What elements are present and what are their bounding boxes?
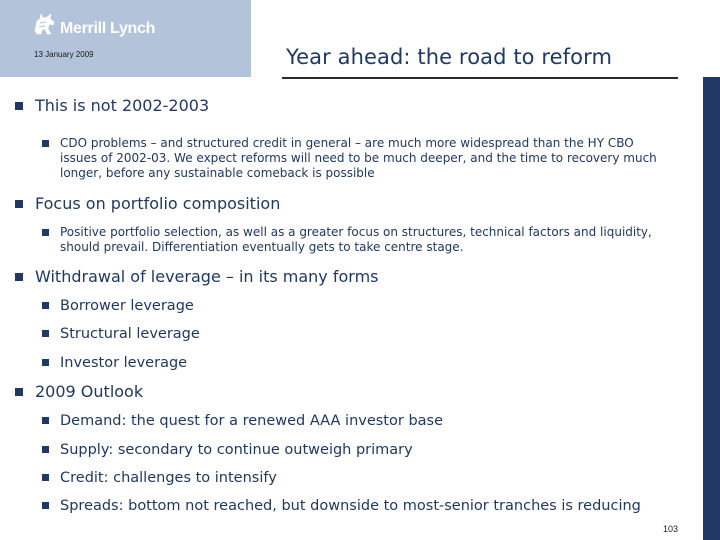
sub-bullet-text: Demand: the quest for a renewed AAA investor base: [60, 413, 444, 429]
bullet-item: [15, 382, 143, 402]
sub-bullet-item: [42, 497, 641, 515]
sub-bullet-item: [42, 469, 277, 487]
bullet-square-icon: [42, 474, 49, 481]
bullet-text: This is not 2002-2003: [35, 96, 210, 115]
bullet-square-icon: [15, 388, 23, 396]
logo-text: Merrill Lynch: [60, 20, 156, 37]
sub-bullet-text: Credit: challenges to intensify: [60, 470, 277, 486]
bullet-item: [15, 267, 379, 287]
sub-bullet-item: [42, 325, 200, 343]
bullet-item: [15, 96, 209, 116]
bullet-text: Withdrawal of leverage – in its many forms: [35, 267, 379, 286]
logo-panel: [0, 0, 251, 77]
sub-bullet-text: Borrower leverage: [60, 298, 194, 314]
bullet-square-icon: [15, 200, 23, 208]
bullet-square-icon: [42, 417, 49, 424]
title-underline: [282, 77, 678, 79]
bullet-square-icon: [15, 273, 23, 281]
sub-bullet-text: Positive portfolio selection, as well as a greater focus on structures, technical factors and liquidity, should prevail. Differentiation eventually gets to take centre stage.: [60, 225, 652, 254]
sub-bullet-item: [42, 136, 664, 181]
sub-bullet-text: Spreads: bottom not reached, but downside to most-senior tranches is reducing: [60, 498, 641, 514]
slide-title: Year ahead: the road to reform: [286, 45, 613, 69]
bullet-square-icon: [42, 330, 49, 337]
sub-bullet-item: [42, 441, 413, 459]
sub-bullet-item: [42, 412, 443, 430]
sub-bullet-text: CDO problems – and structured credit in general – are much more widespread than the HY CBO issues of 2002-03. We expect reforms will need to be much deeper, and the time to recovery much longer, before any sustainable comeback is possible: [60, 136, 657, 180]
bullet-square-icon: [42, 359, 49, 366]
bullet-text: Focus on portfolio composition: [35, 194, 281, 213]
sub-bullet-item: [42, 297, 194, 315]
bullet-item: [15, 194, 280, 214]
bullet-square-icon: [42, 229, 49, 236]
sub-bullet-text: Structural leverage: [60, 326, 200, 342]
sub-bullet-text: Supply: secondary to continue outweigh primary: [60, 442, 413, 458]
side-accent-bar: [703, 77, 720, 540]
sub-bullet-item: [42, 225, 664, 255]
report-date: 13 January 2009: [34, 50, 94, 59]
bullet-text: 2009 Outlook: [35, 382, 144, 401]
bullet-square-icon: [42, 140, 49, 147]
page-number: 103: [663, 524, 679, 534]
bullet-square-icon: [42, 302, 49, 309]
bullet-square-icon: [42, 502, 49, 509]
sub-bullet-text: Investor leverage: [60, 355, 188, 371]
bull-logo-icon: [32, 11, 58, 37]
bullet-square-icon: [15, 102, 23, 110]
sub-bullet-item: [42, 354, 187, 372]
bullet-square-icon: [42, 446, 49, 453]
